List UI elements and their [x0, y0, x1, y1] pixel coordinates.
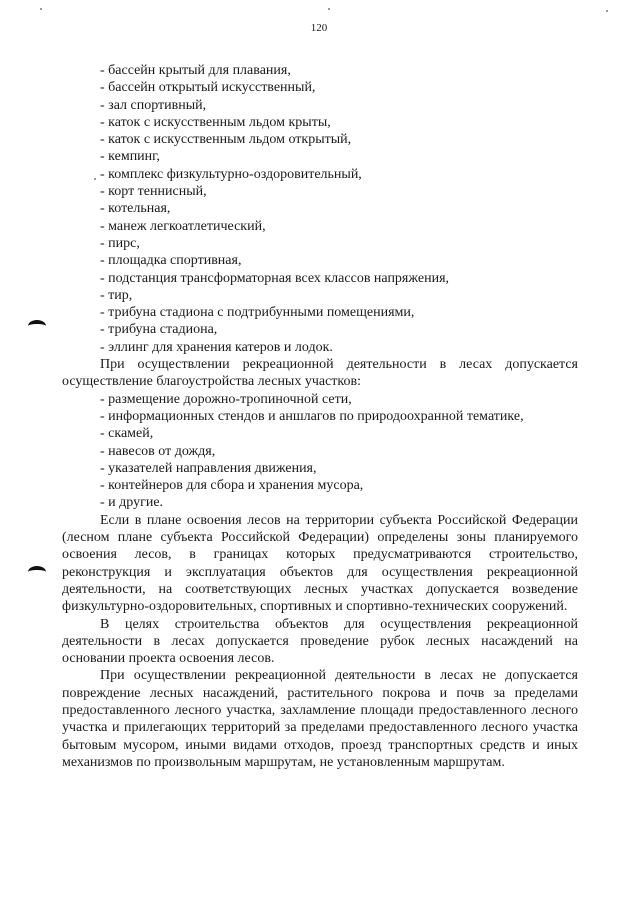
list-item: - корт теннисный,	[100, 184, 207, 200]
list-item: - зал спортивный,	[100, 97, 207, 113]
list-item: - каток с искусственным льдом открытый,	[100, 132, 352, 148]
list-item: - бассейн крытый для плавания,	[100, 63, 291, 78]
scan-speck	[328, 8, 330, 10]
scan-speck	[40, 8, 42, 10]
list-item: - трибуна стадиона с подтрибунными помещениями,	[100, 305, 415, 321]
list-item: - размещение дорожно-тропиночной сети,	[100, 391, 352, 407]
list-item: - площадка спортивная,	[100, 253, 242, 269]
list-item: - манеж легкоатлетический,	[100, 218, 266, 234]
list-item: - бассейн открытый искусственный,	[100, 80, 316, 96]
paragraph: В целях строительства объектов для осуществления рекреационной деятельности в лесах допускается проведение рубок лесных насаждений на основании проекта освоения лесов.	[62, 616, 578, 667]
list-item: - эллинг для хранения катеров и лодок.	[100, 339, 333, 355]
structures-list	[62, 62, 578, 356]
paragraph: При осуществлении рекреационной деятельности в лесах допускается осуществление благоустройства лесных участков:	[62, 357, 578, 390]
document-body	[62, 62, 578, 771]
list-item: - и другие.	[100, 495, 164, 511]
list-item: - котельная,	[100, 201, 171, 217]
scan-artifact	[28, 320, 46, 332]
list-item: - указателей направления движения,	[100, 460, 317, 476]
list-item: - скамей,	[100, 426, 154, 442]
list-item: - пирс,	[100, 235, 140, 251]
paragraph: При осуществлении рекреационной деятельности в лесах не допускается повреждение лесных насаждений, растительного покрова и почв за пределами предоставленного лесного участка, захламление площади предоставленного лесного участка и прилегающих территорий за пределами предоставленного лесного участка бытовым мусором, иными видами отходов, проезд транспортных средств и иных механизмов по произвольным маршрутам, не установленным маршрутам.	[62, 668, 578, 770]
list-item: - подстанция трансформаторная всех классов напряжения,	[100, 270, 450, 286]
list-item: - каток с искусственным льдом крыты,	[100, 114, 331, 130]
list-item: - тир,	[100, 287, 133, 303]
list-item: - трибуна стадиона,	[100, 322, 218, 338]
list-item: - информационных стендов и аншлагов по природоохранной тематике,	[100, 408, 524, 424]
scan-artifact	[28, 566, 46, 578]
paragraph: Если в плане освоения лесов на территории субъекта Российской Федерации (лесном плане субъекта Российской Федерации) определены зоны планируемого освоения лесов, в границах которых предусматриваются строительство, реконструкция и эксплуатация объектов для осуществления рекреационной деятельности, на соответствующих лесных участках допускается возведение физкультурно-оздоровительных, спортивных и спортивно-технических сооружений.	[62, 512, 578, 615]
amenities-list	[62, 391, 578, 512]
page-number: 120	[310, 22, 328, 34]
list-item: - контейнеров для сбора и хранения мусора,	[100, 478, 364, 494]
list-item: - навесов от дождя,	[100, 443, 216, 459]
list-item: - кемпинг,	[100, 149, 160, 165]
scan-speck	[606, 10, 608, 12]
list-item: - комплекс физкультурно-оздоровительный,	[100, 166, 362, 182]
